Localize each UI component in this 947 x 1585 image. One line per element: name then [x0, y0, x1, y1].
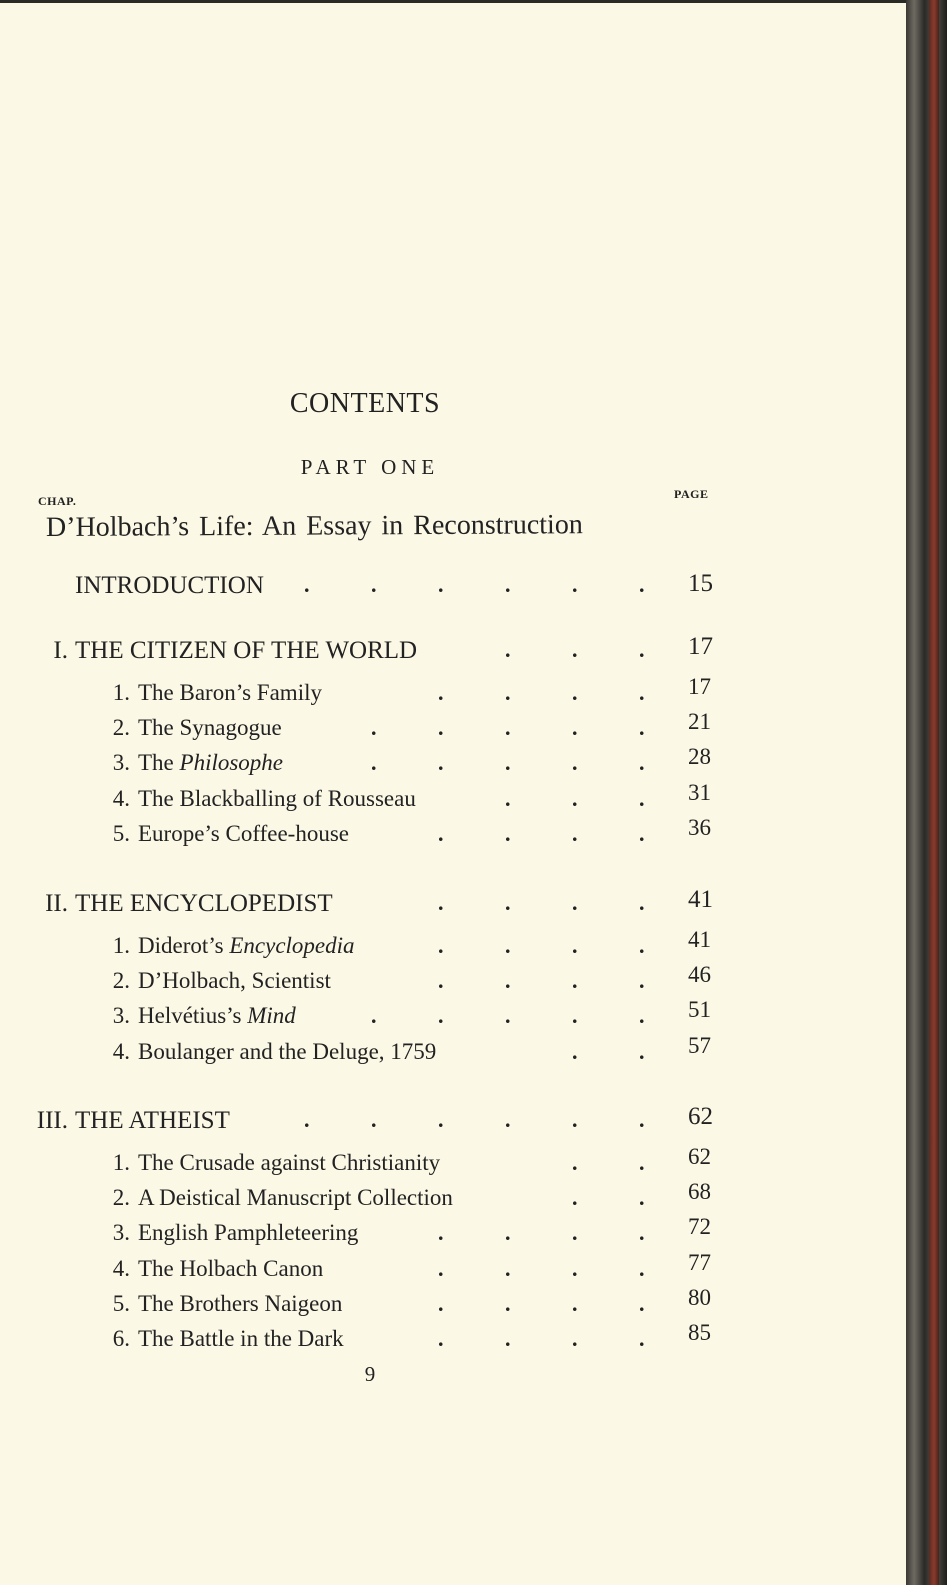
section-title — [138, 750, 283, 776]
section-title — [138, 1150, 440, 1176]
section-number: 6. — [112, 1326, 130, 1351]
toc-page-number: 80 — [688, 1285, 711, 1310]
leader-dot: . — [639, 1291, 645, 1316]
chap-column-label: CHAP. — [38, 494, 77, 508]
section-title-text: The Crusade against Christianity — [138, 1150, 441, 1175]
toc-page-number: 41 — [688, 927, 711, 952]
section-title — [138, 1256, 323, 1282]
section-title-italic: Mind — [247, 1003, 296, 1028]
leader-dot: . — [371, 715, 377, 740]
section-title-text: Europe’s Coffee-house — [138, 821, 349, 846]
toc-section — [0, 674, 760, 714]
leader-dot: . — [572, 1220, 578, 1245]
leader-dot: . — [639, 968, 645, 993]
leader-dot: . — [371, 572, 377, 597]
book-binding-edge — [929, 0, 939, 1585]
leader-dot: . — [438, 680, 444, 705]
leader-dot: . — [639, 1003, 645, 1028]
toc-section — [0, 1033, 760, 1073]
leader-dot: . — [438, 715, 444, 740]
section-number: 3. — [112, 1220, 130, 1245]
leader-dot: . — [371, 1107, 377, 1132]
section-title — [138, 1039, 436, 1065]
leader-dot: . — [371, 750, 377, 775]
section-title-text: The Blackballing of Rousseau — [138, 786, 416, 811]
section-title — [138, 933, 355, 959]
chapter-title: THE ATHEIST — [75, 1107, 230, 1134]
section-title-text: The Brothers Naigeon — [138, 1291, 343, 1316]
toc-page-number: 57 — [688, 1033, 711, 1058]
leader-dot: . — [371, 1003, 377, 1028]
leader-dot: . — [572, 1150, 578, 1175]
section-title-text: The Battle in the Dark — [138, 1326, 344, 1351]
leader-dot: . — [572, 1256, 578, 1281]
section-title-text: Boulanger and the Deluge, 1759 — [138, 1039, 437, 1064]
toc-section — [0, 927, 760, 967]
section-title-italic: Philosophe — [179, 750, 284, 775]
leader-dot: . — [505, 821, 511, 846]
toc-section — [0, 1179, 760, 1219]
leader-dot: . — [572, 786, 578, 811]
leader-dot: . — [639, 1220, 645, 1245]
leader-dot: . — [572, 1003, 578, 1028]
toc-page-number: 15 — [688, 570, 713, 597]
leader-dot: . — [505, 680, 511, 705]
chapter-numeral: II. — [45, 890, 68, 917]
leader-dot: . — [505, 637, 511, 662]
section-title-text: The — [138, 750, 180, 775]
leader-dot: . — [572, 637, 578, 662]
leader-dot: . — [639, 637, 645, 662]
leader-dot: . — [438, 750, 444, 775]
page-number: 9 — [364, 1362, 376, 1386]
leader-dot: . — [572, 1039, 578, 1064]
section-number: 3. — [112, 1003, 130, 1028]
toc-section — [0, 744, 760, 784]
section-title — [138, 1185, 453, 1211]
section-number: 1. — [112, 680, 130, 705]
leader-dot: . — [438, 1107, 444, 1132]
toc-section — [0, 962, 760, 1002]
section-title-text: Helvétius’s — [138, 1003, 248, 1028]
section-number: 4. — [112, 1256, 130, 1281]
leader-dot: . — [505, 968, 511, 993]
leader-dot: . — [639, 786, 645, 811]
section-title — [138, 1220, 358, 1246]
leader-dot: . — [505, 1326, 511, 1351]
leader-dot: . — [572, 680, 578, 705]
leader-dot: . — [572, 572, 578, 597]
leader-dot: . — [639, 1326, 645, 1351]
leader-dot: . — [438, 968, 444, 993]
section-title — [138, 1291, 342, 1317]
section-title-text: The Holbach Canon — [138, 1256, 324, 1281]
leader-dot: . — [572, 1326, 578, 1351]
toc-section — [0, 1250, 760, 1290]
leader-dot: . — [505, 1291, 511, 1316]
leader-dot: . — [438, 1220, 444, 1245]
section-title-text: A Deistical Manuscript Collection — [138, 1185, 453, 1210]
toc-page-number: 72 — [688, 1214, 711, 1239]
toc-entry-title: INTRODUCTION — [75, 572, 264, 599]
part-heading: PART ONE — [300, 455, 440, 479]
toc-page-number: 85 — [688, 1320, 711, 1345]
leader-dot: . — [639, 1150, 645, 1175]
leader-dot: . — [639, 715, 645, 740]
section-title — [138, 1003, 296, 1029]
toc-section — [0, 997, 760, 1037]
leader-dot: . — [438, 933, 444, 958]
section-number: 2. — [112, 715, 130, 740]
section-number: 3. — [112, 750, 130, 775]
toc-page-number: 77 — [688, 1250, 711, 1275]
section-number: 5. — [112, 821, 130, 846]
toc-chapter — [0, 1103, 760, 1141]
part-subtitle: D’Holbach’s Life: An Essay in Reconstruction — [45, 509, 583, 543]
leader-dot: . — [505, 1220, 511, 1245]
toc-page-number: 36 — [688, 815, 711, 840]
toc-page-number: 17 — [688, 633, 713, 660]
toc-section — [0, 1214, 760, 1254]
section-title-text: D’Holbach, Scientist — [138, 968, 331, 993]
toc-introduction — [0, 572, 760, 606]
chapter-numeral: III. — [36, 1107, 68, 1134]
section-number: 2. — [112, 968, 130, 993]
page-top-edge — [0, 0, 906, 3]
book-binding — [906, 0, 947, 1585]
leader-dot: . — [505, 890, 511, 915]
section-number: 1. — [112, 1150, 130, 1175]
leader-dot: . — [639, 890, 645, 915]
leader-dot: . — [304, 572, 310, 597]
section-number: 1. — [112, 933, 130, 958]
toc-section — [0, 780, 760, 820]
leader-dot: . — [505, 750, 511, 775]
leader-dot: . — [639, 1039, 645, 1064]
leader-dot: . — [572, 890, 578, 915]
section-title-text: Diderot’s — [138, 933, 230, 958]
leader-dot: . — [639, 750, 645, 775]
leader-dot: . — [438, 1291, 444, 1316]
leader-dot: . — [438, 1326, 444, 1351]
toc-page-number: 62 — [688, 1103, 713, 1130]
leader-dot: . — [639, 680, 645, 705]
chapter-title: THE ENCYCLOPEDIST — [75, 890, 333, 917]
section-number: 5. — [112, 1291, 130, 1316]
section-number: 4. — [112, 1039, 130, 1064]
toc-chapter — [0, 633, 760, 671]
toc-page-number: 68 — [688, 1179, 711, 1204]
leader-dot: . — [572, 750, 578, 775]
leader-dot: . — [438, 1003, 444, 1028]
leader-dot: . — [505, 1003, 511, 1028]
toc-chapter — [0, 886, 760, 924]
leader-dot: . — [639, 1256, 645, 1281]
section-title — [138, 1326, 344, 1352]
chapter-numeral: I. — [53, 637, 68, 664]
leader-dot: . — [572, 1291, 578, 1316]
toc-page-number: 51 — [688, 997, 711, 1022]
section-number: 2. — [112, 1185, 130, 1210]
toc-page-number: 62 — [688, 1144, 711, 1169]
toc-section — [0, 709, 760, 749]
leader-dot: . — [505, 715, 511, 740]
leader-dot: . — [304, 1107, 310, 1132]
toc-page-number: 21 — [688, 709, 711, 734]
section-title-text: English Pamphleteering — [138, 1220, 359, 1245]
leader-dot: . — [505, 1107, 511, 1132]
section-title-text: The Synagogue — [138, 715, 282, 740]
leader-dot: . — [639, 1185, 645, 1210]
leader-dot: . — [438, 890, 444, 915]
leader-dot: . — [572, 933, 578, 958]
page-column-label: PAGE — [674, 487, 709, 501]
section-title — [138, 821, 349, 847]
toc-section — [0, 1285, 760, 1325]
toc-section — [0, 1320, 760, 1360]
leader-dot: . — [639, 933, 645, 958]
section-number: 4. — [112, 786, 130, 811]
toc-section — [0, 1144, 760, 1184]
leader-dot: . — [438, 1256, 444, 1281]
leader-dot: . — [572, 1185, 578, 1210]
toc-page-number: 46 — [688, 962, 711, 987]
toc-page-number: 41 — [688, 886, 713, 913]
toc-page-number: 28 — [688, 744, 711, 769]
section-title-italic: Encyclopedia — [229, 933, 355, 958]
contents-title: CONTENTS — [289, 388, 441, 419]
leader-dot: . — [639, 821, 645, 846]
toc-page-number: 17 — [688, 674, 711, 699]
section-title — [138, 680, 322, 706]
toc-page-number: 31 — [688, 780, 711, 805]
toc-section — [0, 815, 760, 855]
leader-dot: . — [639, 572, 645, 597]
leader-dot: . — [572, 968, 578, 993]
leader-dot: . — [505, 1256, 511, 1281]
section-title-text: The Baron’s Family — [138, 680, 322, 705]
leader-dot: . — [505, 933, 511, 958]
chapter-title: THE CITIZEN OF THE WORLD — [75, 637, 418, 664]
leader-dot: . — [438, 821, 444, 846]
leader-dot: . — [639, 1107, 645, 1132]
section-title — [138, 786, 416, 812]
leader-dot: . — [505, 572, 511, 597]
leader-dot: . — [572, 1107, 578, 1132]
leader-dot: . — [572, 821, 578, 846]
section-title — [138, 968, 331, 994]
leader-dot: . — [572, 715, 578, 740]
leader-dot: . — [438, 572, 444, 597]
leader-dot: . — [505, 786, 511, 811]
section-title — [138, 715, 282, 741]
